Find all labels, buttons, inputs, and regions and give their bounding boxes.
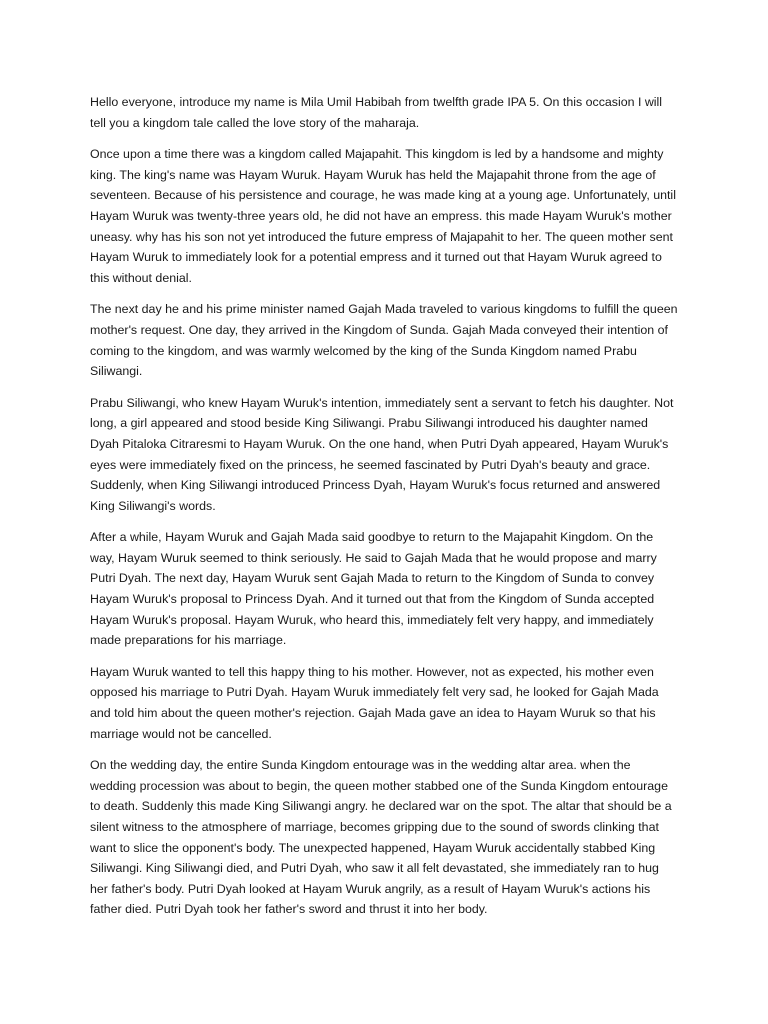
paragraph-majapahit-kingdom: Once upon a time there was a kingdom called Majapahit. This kingdom is led by a handsome and mighty king. The king's name was Hayam Wuruk. Hayam Wuruk has held the Majapahit throne from the age of seventeen. Because of his persistence and courage, he was made king at a young age. Unfortunately, until Hayam Wuruk was twenty-three years old, he did not have an empress. this made Hayam Wuruk's mother uneasy. why has his son not yet introduced the future empress of Majapahit to her. The queen mother sent Hayam Wuruk to immediately look for a potential empress and it turned out that Hayam Wuruk agreed to this without denial. bbox=[90, 147, 676, 285]
paragraph-introduction: Hello everyone, introduce my name is Mila Umil Habibah from twelfth grade IPA 5. On this occasion I will tell you a kingdom tale called the love story of the maharaja. bbox=[90, 95, 663, 130]
document-body bbox=[90, 92, 680, 931]
paragraph-proposal: After a while, Hayam Wuruk and Gajah Mada said goodbye to return to the Majapahit Kingdom. On the way, Hayam Wuruk seemed to think seriously. He said to Gajah Mada that he would propose and marry Putri Dyah. The next day, Hayam Wuruk sent Gajah Mada to return to the Kingdom of Sunda to convey Hayam Wuruk's proposal to Princess Dyah. And it turned out that from the Kingdom of Sunda accepted Hayam Wuruk's proposal. Hayam Wuruk, who heard this, immediately felt very happy, and immediately made preparations for his marriage. bbox=[90, 530, 657, 648]
paragraph-mother-rejection: Hayam Wuruk wanted to tell this happy thing to his mother. However, not as expected, his mother even opposed his marriage to Putri Dyah. Hayam Wuruk immediately felt very sad, he looked for Gajah Mada and told him about the queen mother's rejection. Gajah Mada gave an idea to Hayam Wuruk so that his marriage would not be cancelled. bbox=[90, 664, 659, 741]
paragraph-journey-to-sunda: The next day he and his prime minister named Gajah Mada traveled to various kingdoms to fulfill the queen mother's request. One day, they arrived in the Kingdom of Sunda. Gajah Mada conveyed their intention of coming to the kingdom, and was warmly welcomed by the king of the Sunda Kingdom named Prabu Siliwangi. bbox=[90, 302, 678, 379]
paragraph-wedding-day: On the wedding day, the entire Sunda Kingdom entourage was in the wedding altar area. when the wedding procession was about to begin, the queen mother stabbed one of the Sunda Kingdom entourage to death. Suddenly this made King Siliwangi angry. he declared war on the spot. The altar that should be a silent witness to the atmosphere of marriage, becomes gripping due to the sound of swords clinking that want to slice the opponent's body. The unexpected happened, Hayam Wuruk accidentally stabbed King Siliwangi. King Siliwangi died, and Putri Dyah, who saw it all felt devastated, she immediately ran to hug her father's body. Putri Dyah looked at Hayam Wuruk angrily, as a result of Hayam Wuruk's actions his father died. Putri Dyah took her father's sword and thrust it into her body. bbox=[90, 758, 672, 917]
paragraph-meeting-princess: Prabu Siliwangi, who knew Hayam Wuruk's intention, immediately sent a servant to fetch his daughter. Not long, a girl appeared and stood beside King Siliwangi. Prabu Siliwangi introduced his daughter named Dyah Pitaloka Citraresmi to Hayam Wuruk. On the one hand, when Putri Dyah appeared, Hayam Wuruk's eyes were immediately fixed on the princess, he seemed fascinated by Putri Dyah's beauty and grace. Suddenly, when King Siliwangi introduced Princess Dyah, Hayam Wuruk's focus returned and answered King Siliwangi's words. bbox=[90, 395, 674, 513]
